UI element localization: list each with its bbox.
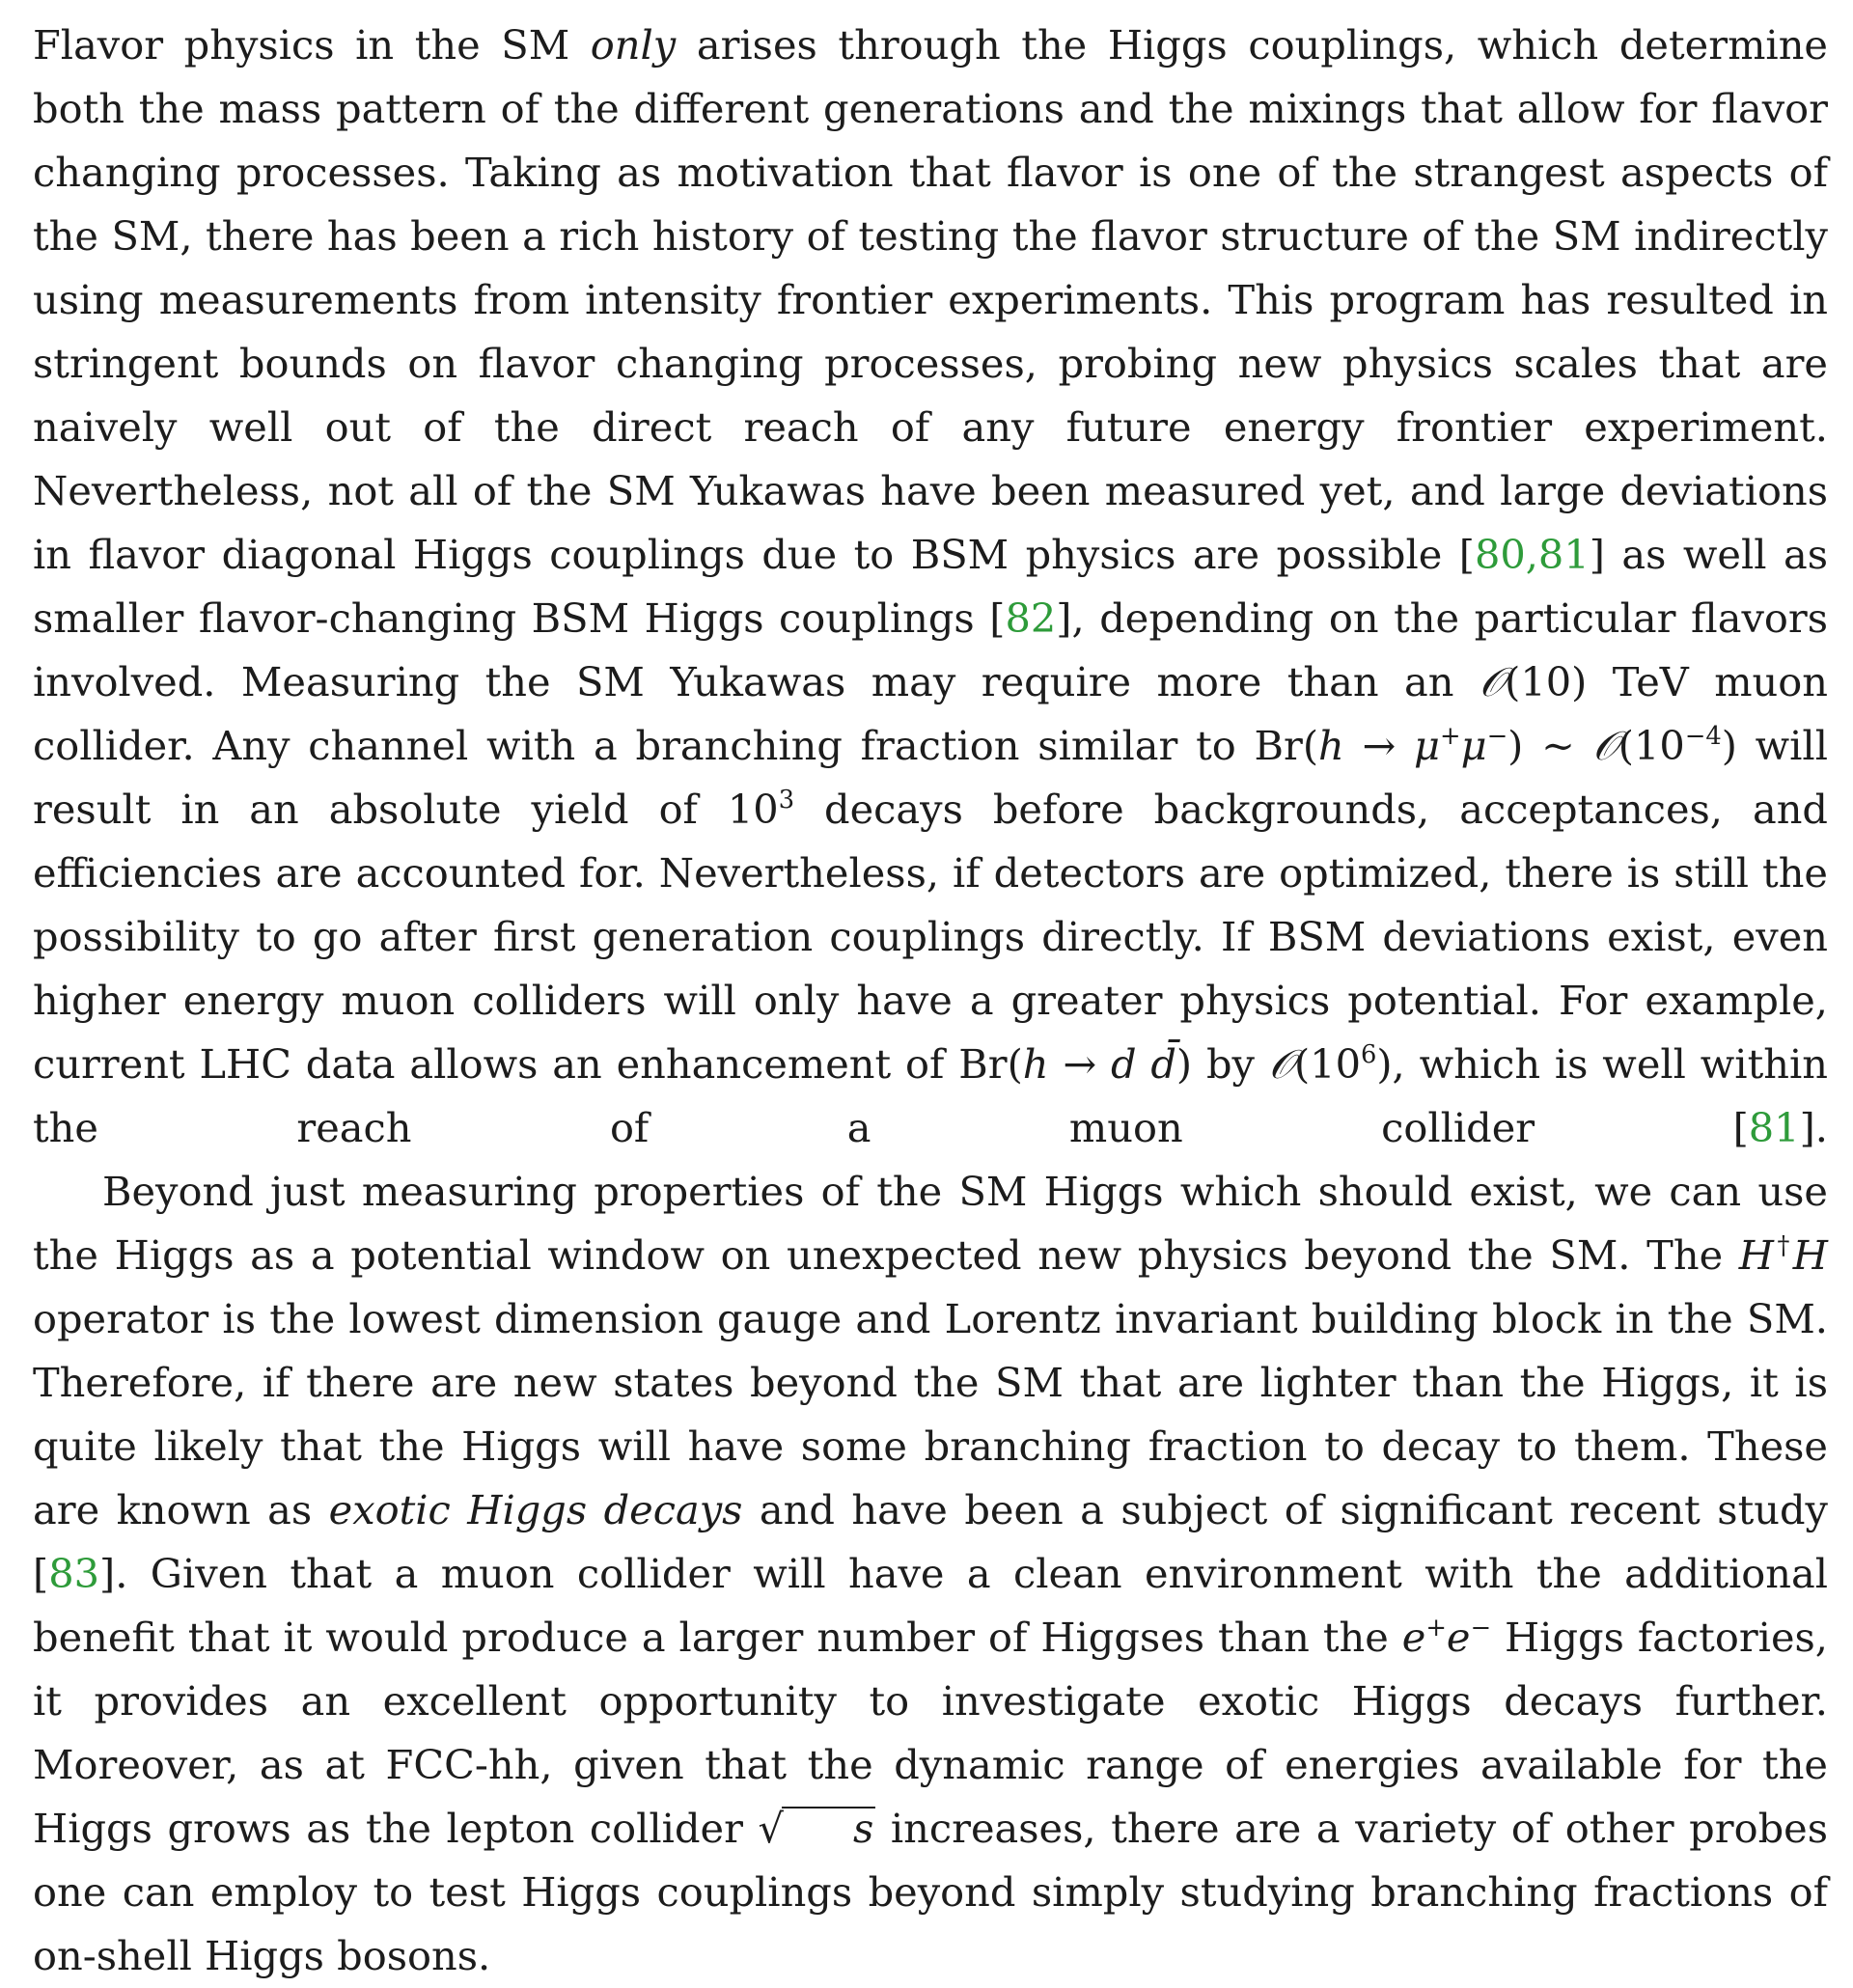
math-mu: μ xyxy=(1460,722,1487,769)
superscript: + xyxy=(1440,722,1461,752)
citation-link-83[interactable]: 83 xyxy=(48,1550,100,1597)
paragraph-exotic-higgs xyxy=(33,1160,1828,1988)
math-h-to-ddbar: h → d d̄ xyxy=(1022,1040,1176,1088)
citation-link-82[interactable]: 82 xyxy=(1005,594,1057,642)
text-run: (10 xyxy=(1293,1040,1361,1088)
text-run: decays before backgrounds, acceptances, and efficiencies are accounted for. Nevertheless, if detectors are optimized, there is still the possibility to go after first generation couplings directly. If BSM deviations exist, even higher energy muon colliders will only have a greater physics potential. For example, current LHC data allows an enhancement of Br( xyxy=(33,786,1828,1088)
superscript: 3 xyxy=(778,786,795,815)
text-run: and have been a subject of significant recent study xyxy=(742,1486,1828,1533)
math-h-dagger: H xyxy=(1738,1231,1774,1279)
text-run: . xyxy=(1814,1104,1828,1151)
emphasis-exotic-higgs-decays: exotic Higgs decays xyxy=(328,1486,743,1533)
text-run: operator is the lowest dimension gauge and Lorentz invariant building block in the SM. Therefore, if there are new states beyond the SM that are lighter than the Higgs, it is quite likely that the Higgs will have some branching fraction to decay to them. These are known as xyxy=(33,1295,1828,1533)
citation-bracket: [ xyxy=(33,1550,49,1597)
big-o-symbol: 𝒪 xyxy=(1592,722,1618,769)
text-run: , depending on the particular flavors involved. Measuring the SM Yukawas may require more than an xyxy=(33,594,1829,705)
superscript: − xyxy=(1486,722,1508,752)
superscript: −4 xyxy=(1684,722,1722,752)
big-o-symbol: 𝒪 xyxy=(1479,658,1506,705)
text-run: increases, there are a variety of other probes one can employ to test Higgs couplings beyond simply studying branching fractions of on-shell Higgs bosons. xyxy=(33,1805,1828,1979)
citation-bracket: ] xyxy=(99,1550,116,1597)
text-run: arises through the Higgs couplings, which determine both the mass pattern of the different generations and the mixings that allow for flavor changing processes. Taking as motivation that flavor is one of the strangest aspects of the SM, there has been a rich history of testing the flavor structure of the SM indirectly using measurements from intensity frontier experiments. This program has resulted in stringent bounds on flavor changing processes, probing new physics scales that are naively well out of the direct reach of any future energy frontier experiment. Nevertheless, not all of the SM Yukawas have been measured yet, and large deviations in flavor diagonal Higgs couplings due to BSM physics are possible xyxy=(33,21,1828,578)
text-run: (10) TeV muon collider. Any channel with a branching fraction similar to Br( xyxy=(33,658,1828,769)
math-h-to-mumu: h → μ xyxy=(1318,722,1441,769)
text-run: Beyond just measuring properties of the SM Higgs which should exist, we can use the Higgs as a potential window on unexpected new physics beyond the SM. The xyxy=(33,1168,1828,1279)
text-run: ) ∼ xyxy=(1507,722,1593,769)
math-e-plus: e xyxy=(1401,1614,1426,1661)
text-run: . Given that a muon collider will have a clean environment with the additional benefit that it would produce a larger number of Higgses than the xyxy=(33,1550,1828,1661)
citation-bracket: [ xyxy=(1458,531,1475,578)
paper-page xyxy=(33,14,1828,1988)
text-run: ), which is well within the reach of a muon collider xyxy=(33,1040,1828,1151)
citation-bracket: ] xyxy=(1589,531,1605,578)
text-run: Higgs factories, it provides an excellent opportunity to investigate exotic Higgs decays further. Moreover, as at FCC-hh, given that the dynamic range of energies available for the Higgs grows as the lepton collider xyxy=(33,1614,1828,1852)
big-o-symbol: 𝒪 xyxy=(1268,1040,1294,1088)
citation-bracket: [ xyxy=(989,594,1006,642)
text-run: (10 xyxy=(1618,722,1685,769)
math-e-minus: e xyxy=(1446,1614,1471,1661)
text-run: Flavor physics in the SM xyxy=(33,21,591,69)
emphasis-only: only xyxy=(590,21,677,69)
text-run: as well as smaller flavor-changing BSM Higgs couplings xyxy=(33,531,1828,642)
superscript: − xyxy=(1470,1614,1492,1643)
citation-bracket: ] xyxy=(1056,594,1072,642)
citation-bracket: ] xyxy=(1799,1104,1815,1151)
text-run: ) will result in an absolute yield of 10 xyxy=(33,722,1828,833)
superscript: 6 xyxy=(1360,1040,1377,1070)
citation-link-80-81[interactable]: 80,81 xyxy=(1474,531,1590,578)
superscript: † xyxy=(1774,1231,1793,1261)
sqrt-symbol: √ xyxy=(758,1805,784,1852)
citation-link-81[interactable]: 81 xyxy=(1748,1104,1800,1151)
text-run: ) by xyxy=(1175,1040,1269,1088)
superscript: + xyxy=(1425,1614,1447,1643)
paragraph-flavor-physics xyxy=(33,14,1828,1160)
math-sqrt-s: s xyxy=(782,1807,875,1849)
math-h: H xyxy=(1792,1231,1828,1279)
citation-bracket: [ xyxy=(1732,1104,1749,1151)
